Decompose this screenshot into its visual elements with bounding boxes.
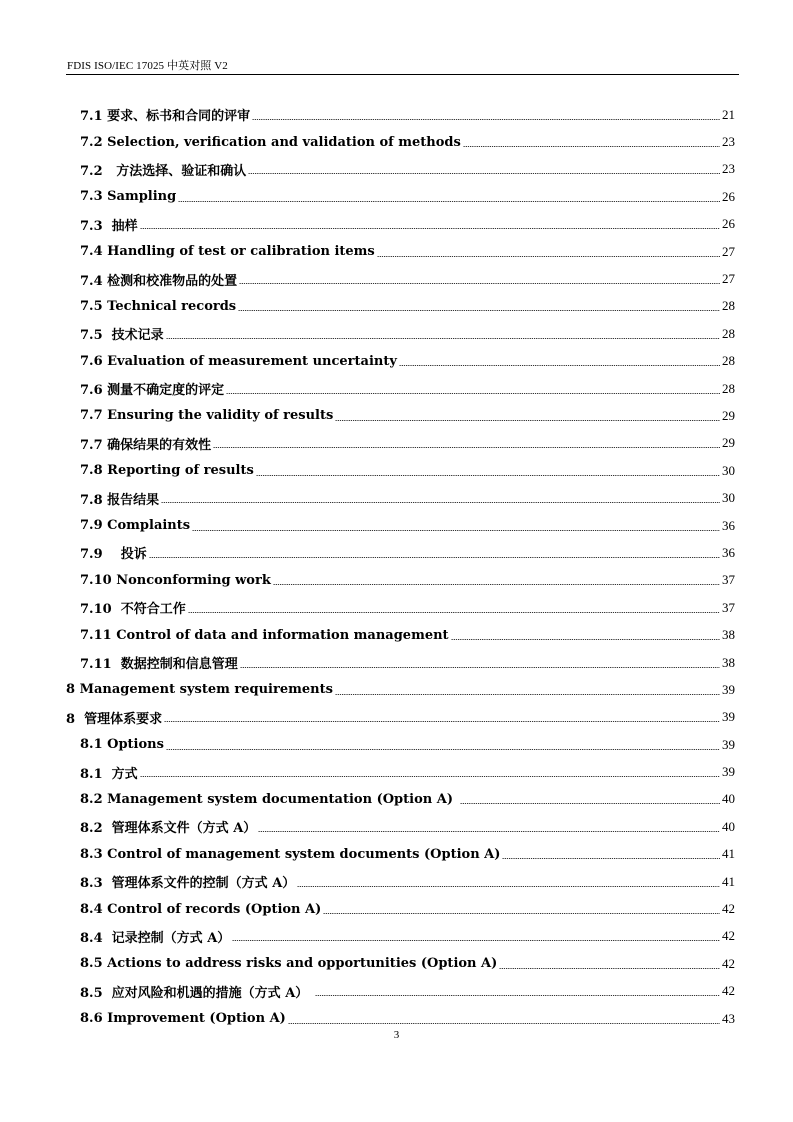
toc-entry-page: 39: [722, 709, 735, 725]
toc-entry[interactable]: [0, 676, 793, 703]
toc-entry[interactable]: [0, 758, 793, 785]
toc-entry-page: 40: [722, 791, 735, 807]
toc-leader-dots: [188, 612, 720, 613]
toc-entry-label: 7.10 Nonconforming work: [80, 572, 271, 588]
toc-entry[interactable]: [0, 950, 793, 977]
toc-entry-label: 7.8 报告结果: [80, 492, 160, 508]
toc-entry[interactable]: [0, 320, 793, 347]
toc-entry-label: 8.4 记录控制（方式 A）: [80, 930, 231, 946]
toc-entry-label: 8.4 Control of records (Option A): [80, 901, 322, 917]
toc-entry-label: 8.6 Improvement (Option A): [80, 1011, 286, 1027]
toc-entry-label: 7.5 技术记录: [80, 328, 164, 344]
toc-entry-page: 40: [722, 818, 735, 834]
toc-entry-page: 36: [722, 544, 735, 560]
toc-leader-dots: [252, 119, 720, 120]
toc-entry-label: 7.1 要求、标书和合同的评审: [80, 109, 251, 125]
toc-leader-dots: [323, 913, 720, 914]
toc-entry-page: 37: [722, 572, 735, 588]
toc-leader-dots: [399, 365, 720, 366]
toc-entry-page: 28: [722, 298, 735, 314]
toc-leader-dots: [258, 831, 720, 832]
toc-entry-label: 7.6 Evaluation of measurement uncertainty: [80, 353, 397, 369]
toc-leader-dots: [315, 995, 720, 996]
toc-entry-page: 42: [722, 901, 735, 917]
toc-leader-dots: [335, 420, 720, 421]
toc-entry-page: 42: [722, 955, 735, 971]
toc-entry-label: 8 Management system requirements: [66, 682, 333, 698]
toc-leader-dots: [149, 557, 720, 558]
toc-entry[interactable]: [0, 375, 793, 402]
toc-entry[interactable]: [0, 649, 793, 676]
toc-entry[interactable]: [0, 457, 793, 484]
page-number: 3: [393, 1029, 400, 1041]
toc-leader-dots: [232, 940, 720, 941]
toc-entry[interactable]: [0, 484, 793, 511]
toc-entry[interactable]: [0, 978, 793, 1005]
toc-leader-dots: [166, 749, 720, 750]
toc-entry-page: 38: [722, 627, 735, 643]
toc-entry[interactable]: [0, 238, 793, 265]
toc-entry-page: 39: [722, 764, 735, 780]
toc-entry-label: 7.6 测量不确定度的评定: [80, 383, 225, 399]
toc-entry-label: 7.2 Selection, verification and validation of methods: [80, 134, 461, 150]
toc-entry-label: 8.3 Control of management system documents (Option A): [80, 846, 501, 862]
toc-entry-page: 38: [722, 654, 735, 670]
toc-entry-label: 7.10 不符合工作: [80, 602, 186, 618]
toc-entry-page: 36: [722, 517, 735, 533]
toc-leader-dots: [240, 667, 720, 668]
toc-entry-label: 8.1 Options: [80, 737, 164, 753]
toc-entry-label: 7.4 检测和校准物品的处置: [80, 273, 238, 289]
toc-entry-page: 30: [722, 462, 735, 478]
toc-leader-dots: [377, 256, 720, 257]
toc-leader-dots: [460, 803, 721, 804]
toc-entry[interactable]: [0, 594, 793, 621]
toc-entry-page: 37: [722, 599, 735, 615]
toc-leader-dots: [239, 283, 720, 284]
toc-entry[interactable]: [0, 430, 793, 457]
toc-leader-dots: [238, 310, 720, 311]
toc-entry-page: 27: [722, 243, 735, 259]
toc-entry-label: 7.3 抽样: [80, 218, 138, 234]
toc-entry[interactable]: [0, 211, 793, 238]
toc-entry[interactable]: [0, 348, 793, 375]
toc-entry[interactable]: [0, 923, 793, 950]
toc-entry-page: 23: [722, 134, 735, 150]
toc-entry-label: 7.7 确保结果的有效性: [80, 437, 212, 453]
toc-entry-page: 41: [722, 846, 735, 862]
toc-entry-page: 28: [722, 380, 735, 396]
toc-leader-dots: [499, 968, 720, 969]
toc-leader-dots: [288, 1023, 720, 1024]
toc-leader-dots: [451, 639, 720, 640]
toc-entry-page: 28: [722, 325, 735, 341]
toc-entry[interactable]: [0, 293, 793, 320]
header-divider: [66, 74, 739, 75]
toc-leader-dots: [178, 201, 720, 202]
toc-entry-label: 7.8 Reporting of results: [80, 463, 254, 479]
toc-entry[interactable]: [0, 101, 793, 128]
toc-leader-dots: [335, 694, 720, 695]
table-of-contents: [0, 101, 793, 1032]
toc-leader-dots: [164, 721, 720, 722]
toc-entry-page: 23: [722, 161, 735, 177]
toc-entry[interactable]: [0, 183, 793, 210]
toc-leader-dots: [192, 530, 720, 531]
toc-entry-page: 39: [722, 681, 735, 697]
toc-entry[interactable]: [0, 704, 793, 731]
toc-entry[interactable]: [0, 567, 793, 594]
toc-entry[interactable]: [0, 512, 793, 539]
toc-entry[interactable]: [0, 868, 793, 895]
toc-entry-page: 42: [722, 928, 735, 944]
toc-entry-label: 8.5 Actions to address risks and opportunities (Option A): [80, 956, 498, 972]
toc-entry-page: 26: [722, 188, 735, 204]
toc-entry-label: 8.1 方式: [80, 766, 138, 782]
toc-entry-label: 7.9 投诉: [80, 547, 147, 563]
toc-entry-label: 7.11 数据控制和信息管理: [80, 657, 238, 672]
toc-entry-page: 28: [722, 353, 735, 369]
page-header-title: FDIS ISO/IEC 17025 中英对照 V2: [67, 60, 228, 72]
toc-entry-page: 30: [722, 490, 735, 506]
toc-entry-page: 41: [722, 873, 735, 889]
toc-entry[interactable]: [0, 841, 793, 868]
toc-entry-page: 29: [722, 407, 735, 423]
toc-entry[interactable]: [0, 402, 793, 429]
toc-leader-dots: [297, 886, 720, 887]
toc-entry-page: 43: [722, 1010, 735, 1026]
toc-entry-label: 7.11 Control of data and information management: [80, 627, 449, 643]
toc-entry[interactable]: [0, 156, 793, 183]
toc-entry-label: 7.7 Ensuring the validity of results: [80, 408, 334, 424]
toc-entry[interactable]: [0, 265, 793, 292]
toc-entry-label: 8.3 管理体系文件的控制（方式 A）: [80, 876, 296, 892]
toc-entry-page: 29: [722, 435, 735, 451]
toc-leader-dots: [256, 475, 720, 476]
toc-entry[interactable]: [0, 786, 793, 813]
toc-entry-label: 8 管理体系要求: [66, 711, 163, 727]
toc-leader-dots: [161, 502, 720, 503]
toc-entry-label: 7.2 方法选择、验证和确认: [80, 163, 247, 179]
toc-entry-page: 42: [722, 983, 735, 999]
toc-entry-page: 27: [722, 271, 735, 287]
toc-leader-dots: [463, 146, 720, 147]
toc-entry[interactable]: [0, 895, 793, 922]
toc-entry[interactable]: [0, 128, 793, 155]
toc-leader-dots: [140, 776, 720, 777]
toc-entry-label: 7.9 Complaints: [80, 518, 191, 534]
toc-leader-dots: [166, 338, 720, 339]
toc-entry-label: 8.2 Management system documentation (Option A): [80, 791, 458, 807]
toc-entry-label: 7.4 Handling of test or calibration items: [80, 244, 375, 260]
toc-entry-page: 26: [722, 216, 735, 232]
toc-entry-page: 21: [722, 106, 735, 122]
toc-entry-label: 8.2 管理体系文件（方式 A）: [80, 821, 257, 837]
toc-entry-page: 39: [722, 736, 735, 752]
toc-entry[interactable]: [0, 731, 793, 758]
toc-entry[interactable]: [0, 539, 793, 566]
toc-entry[interactable]: [0, 621, 793, 648]
toc-leader-dots: [226, 393, 720, 394]
toc-leader-dots: [502, 858, 720, 859]
toc-leader-dots: [248, 173, 720, 174]
toc-entry-label: 7.5 Technical records: [80, 298, 237, 314]
toc-entry[interactable]: [0, 813, 793, 840]
toc-leader-dots: [213, 447, 720, 448]
toc-leader-dots: [273, 584, 720, 585]
toc-leader-dots: [140, 228, 720, 229]
toc-entry-label: 7.3 Sampling: [80, 189, 177, 205]
toc-entry-label: 8.5 应对风险和机遇的措施（方式 A）: [80, 985, 313, 1001]
